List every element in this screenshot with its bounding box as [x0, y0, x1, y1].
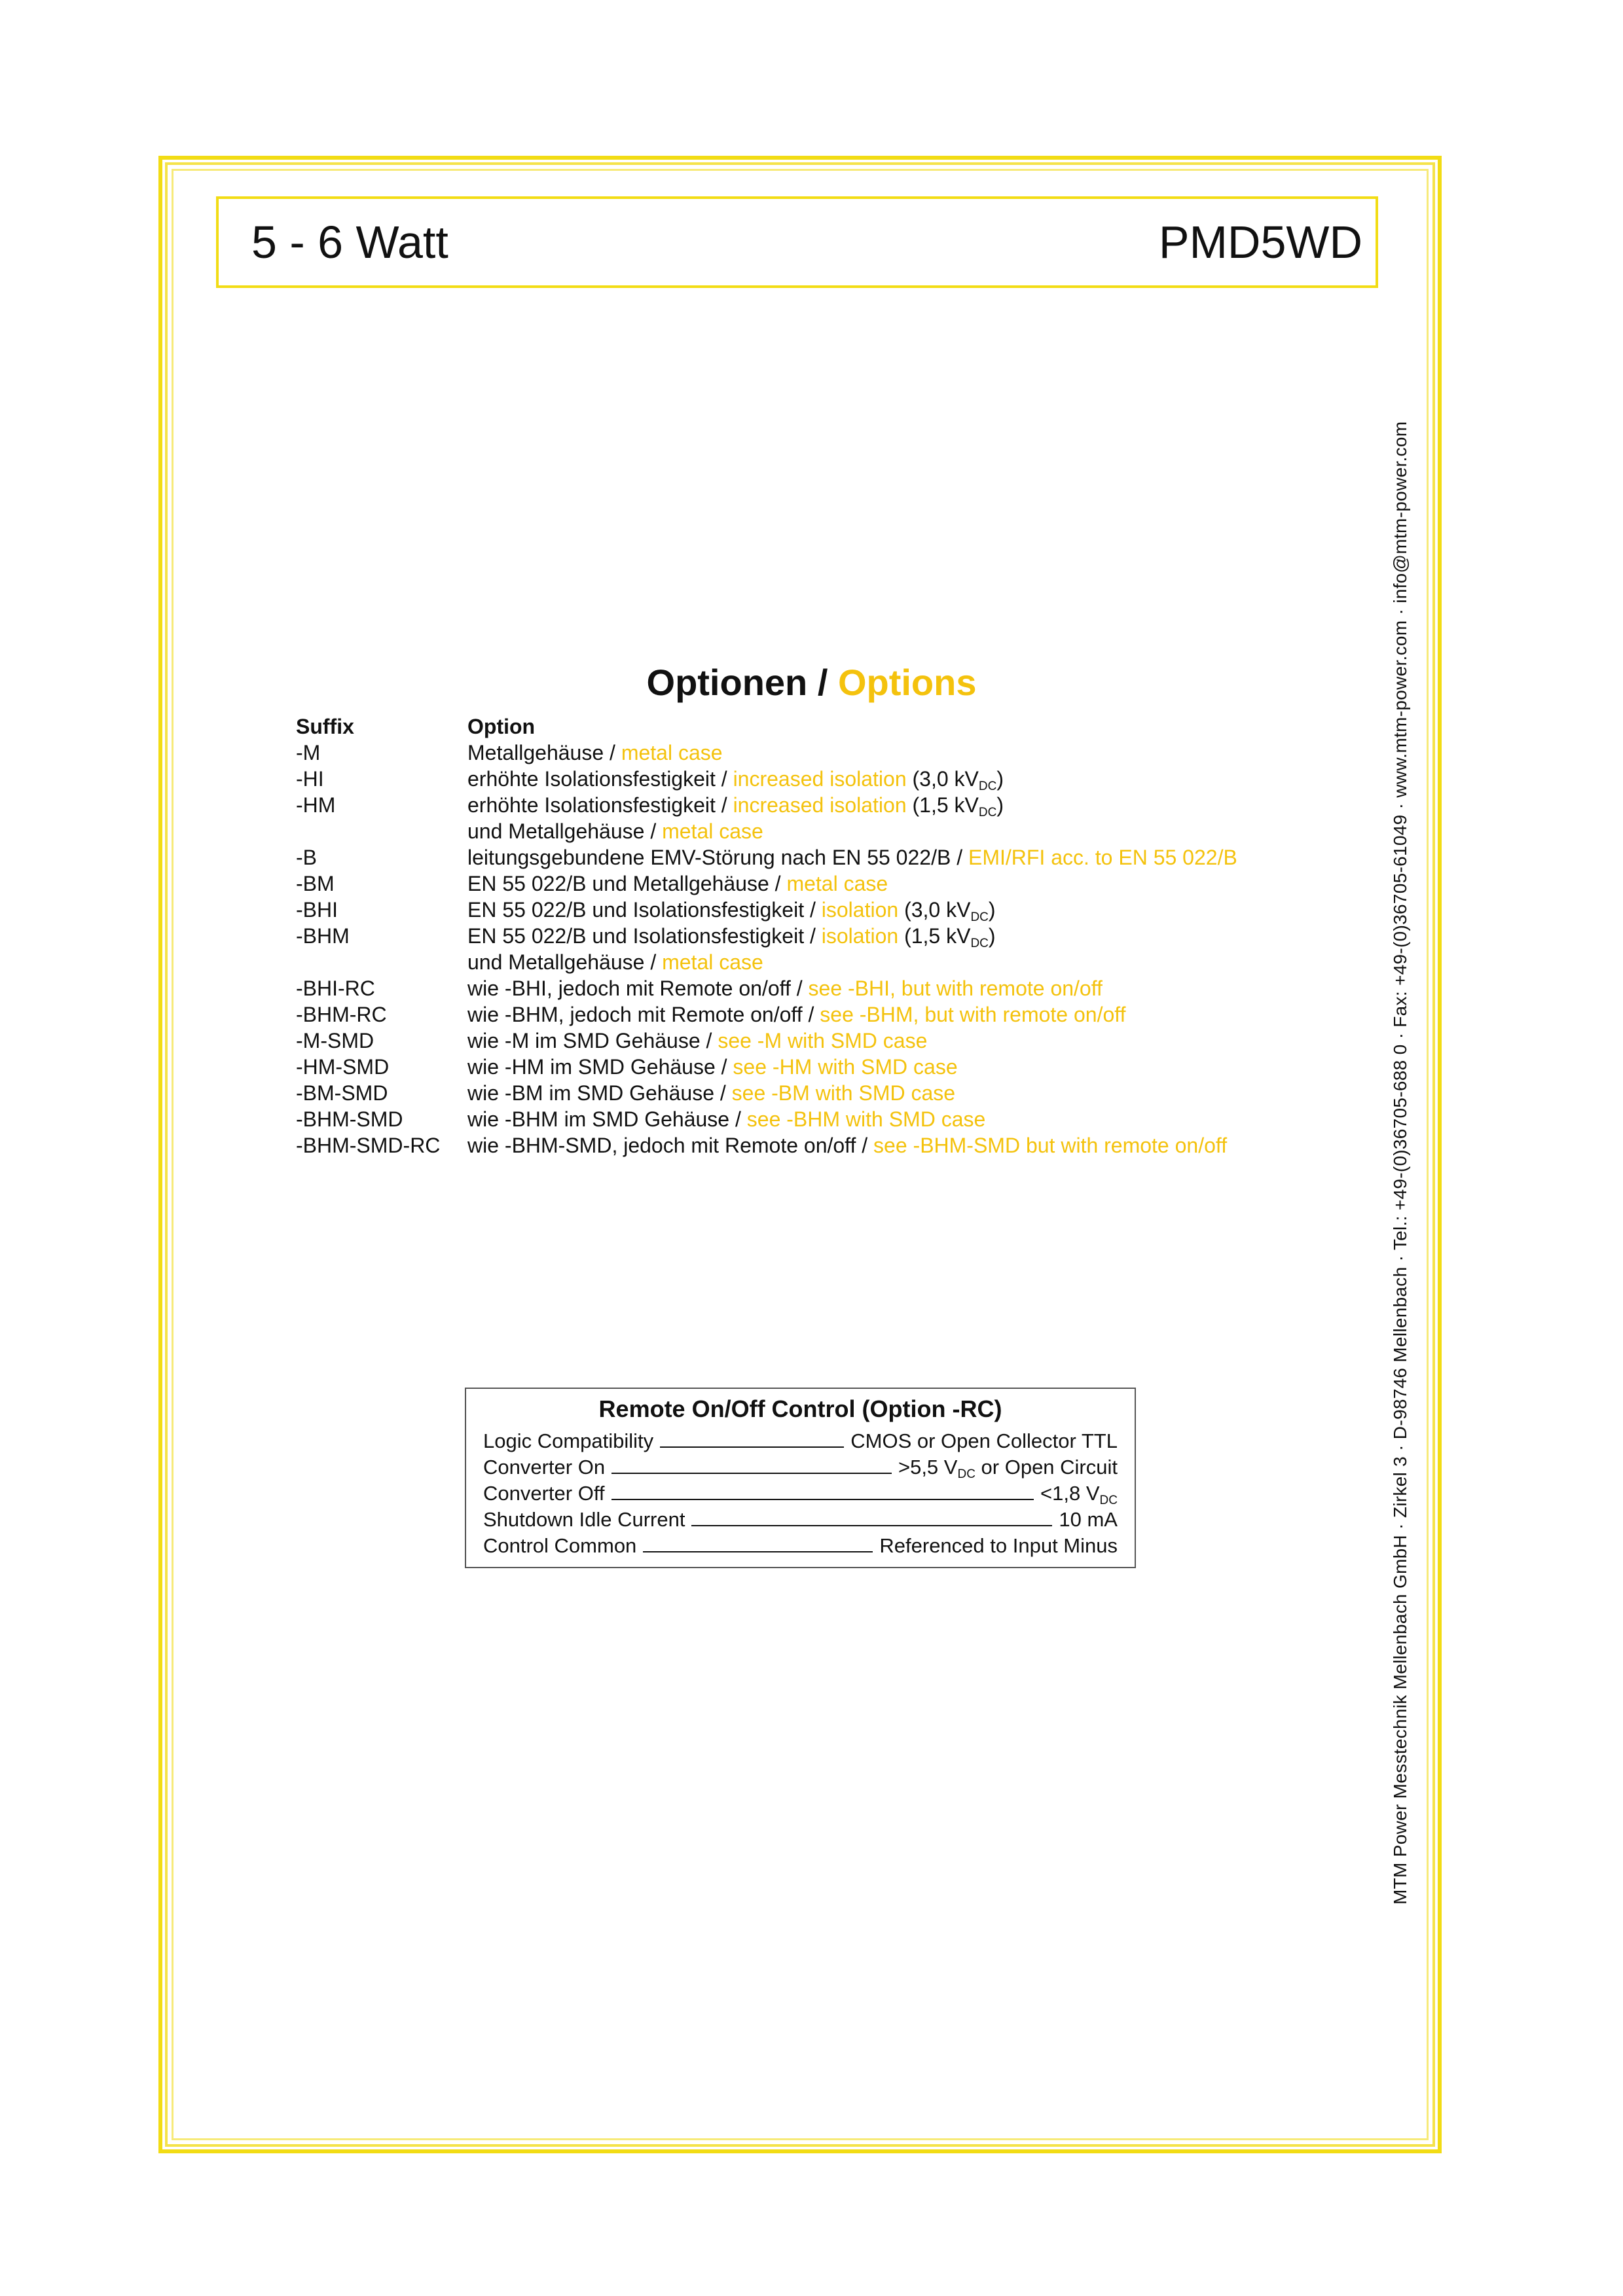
remote-spec-label: Converter Off: [483, 1482, 605, 1505]
company-contact-line: MTM Power Messtechnik Mellenbach GmbH · Zirkel 3 · D-98746 Mellenbach · Tel.: +49-(0)36705-688 0 · Fax: +49-(0)36705-61049 · www.mtm-power.com · info@mtm-power.com: [1390, 421, 1410, 1905]
remote-spec-value-subscript: DC: [957, 1467, 976, 1481]
option-suffix: -BM-SMD: [296, 1081, 388, 1105]
option-suffix: -B: [296, 846, 317, 869]
option-description: [467, 1132, 1227, 1158]
option-text-en: isolation: [821, 898, 899, 922]
option-voltage-subscript: DC: [970, 937, 989, 950]
option-description: [467, 870, 888, 897]
option-row: [296, 1080, 1237, 1106]
option-text-en: metal case: [786, 872, 888, 895]
option-description: [467, 949, 763, 975]
option-description: [467, 844, 1237, 870]
option-row: [296, 792, 1237, 818]
remote-spec-row: [466, 1505, 1135, 1532]
option-row: [296, 740, 1237, 766]
option-voltage-close: ): [988, 924, 996, 948]
option-description: [467, 792, 1004, 818]
option-row: [296, 844, 1237, 870]
leader-line: [691, 1525, 1052, 1526]
option-suffix: -HI: [296, 767, 324, 791]
remote-spec-label: Logic Compatibility: [483, 1429, 654, 1452]
option-text-de: EN 55 022/B und Isolationsfestigkeit /: [467, 898, 822, 922]
option-voltage-close: ): [996, 767, 1004, 791]
option-suffix: -BHM-SMD-RC: [296, 1134, 441, 1157]
option-description: [467, 1106, 985, 1132]
model-number: PMD5WD: [1158, 217, 1362, 268]
option-row: [296, 975, 1237, 1001]
option-suffix: -HM-SMD: [296, 1055, 390, 1079]
option-text-de: wie -BHM-SMD, jedoch mit Remote on/off /: [467, 1134, 874, 1157]
option-text-de: und Metallgehäuse /: [467, 950, 663, 974]
page-header: [216, 196, 1378, 288]
option-suffix: -BHM-SMD: [296, 1107, 403, 1131]
option-text-de: erhöhte Isolationsfestigkeit /: [467, 793, 733, 817]
option-text-en: see -BHM with SMD case: [746, 1107, 986, 1131]
remote-spec-value-subscript: DC: [1099, 1494, 1118, 1507]
option-description: [467, 1054, 958, 1080]
option-voltage-subscript: DC: [978, 780, 997, 793]
option-suffix: -M-SMD: [296, 1029, 374, 1052]
option-description: [467, 1028, 927, 1054]
option-voltage: (3,0 kV: [906, 767, 979, 791]
remote-spec-value-main: >5,5 V: [898, 1456, 958, 1479]
remote-spec-value: CMOS or Open Collector TTL: [850, 1429, 1118, 1452]
option-suffix: -M: [296, 741, 321, 764]
remote-spec-value: [898, 1456, 1118, 1479]
option-suffix: -HM: [296, 793, 336, 817]
option-suffix: -BHI: [296, 898, 338, 922]
leader-line: [643, 1551, 873, 1552]
option-row: [296, 897, 1237, 923]
option-suffix: -BHM: [296, 924, 350, 948]
option-row: [296, 1132, 1237, 1158]
option-suffix: -BM: [296, 872, 335, 895]
option-text-de: leitungsgebundene EMV-Störung nach EN 55 022/B /: [467, 846, 968, 869]
remote-spec-row: [466, 1427, 1135, 1453]
option-text-de: wie -HM im SMD Gehäuse /: [467, 1055, 733, 1079]
option-row: [296, 870, 1237, 897]
option-text-de: EN 55 022/B und Isolationsfestigkeit /: [467, 924, 822, 948]
remote-spec-row: [466, 1479, 1135, 1505]
option-suffix: -BHI-RC: [296, 977, 375, 1000]
options-table: [296, 713, 1237, 1158]
remote-control-box: [465, 1388, 1136, 1568]
option-row: [296, 766, 1237, 792]
power-rating: 5 - 6 Watt: [251, 217, 448, 268]
option-voltage: (1,5 kV: [906, 793, 979, 817]
option-row: [296, 1028, 1237, 1054]
option-text-de: wie -BHM, jedoch mit Remote on/off /: [467, 1003, 820, 1026]
section-title-en: Options: [837, 662, 977, 703]
remote-control-title: Remote On/Off Control (Option -RC): [598, 1395, 1002, 1422]
remote-spec-value-suffix: or Open Circuit: [975, 1456, 1118, 1479]
leader-line: [611, 1499, 1034, 1500]
remote-spec-label: Control Common: [483, 1534, 637, 1557]
remote-spec-value: 10 mA: [1059, 1508, 1118, 1531]
options-header-row: [296, 713, 1237, 740]
option-text-en: metal case: [662, 819, 763, 843]
option-description: [467, 1001, 1125, 1028]
option-row: [296, 1106, 1237, 1132]
option-text-de: wie -M im SMD Gehäuse /: [467, 1029, 718, 1052]
section-title: [0, 661, 1623, 704]
option-text-en: isolation: [821, 924, 899, 948]
option-voltage: (1,5 kV: [898, 924, 971, 948]
option-text-en: see -M with SMD case: [718, 1029, 928, 1052]
option-row: [296, 949, 1237, 975]
remote-spec-value: Referenced to Input Minus: [879, 1534, 1118, 1557]
option-description: [467, 818, 763, 844]
option-voltage-subscript: DC: [978, 806, 997, 819]
option-row: [296, 818, 1237, 844]
option-row: [296, 1054, 1237, 1080]
option-description: [467, 897, 996, 923]
option-row: [296, 923, 1237, 949]
section-title-de: Optionen /: [646, 662, 838, 703]
option-suffix: [296, 818, 467, 844]
option-text-en: see -BHM, but with remote on/off: [820, 1003, 1126, 1026]
option-description: [467, 975, 1103, 1001]
remote-spec-label: Shutdown Idle Current: [483, 1508, 685, 1531]
remote-spec-row: [466, 1532, 1135, 1558]
option-description: [467, 923, 996, 949]
leader-line: [660, 1446, 844, 1448]
option-suffix: [296, 949, 467, 975]
option-text-de: wie -BHM im SMD Gehäuse /: [467, 1107, 747, 1131]
remote-spec-value: [1040, 1482, 1118, 1505]
option-text-en: EMI/RFI acc. to EN 55 022/B: [968, 846, 1237, 869]
option-row: [296, 1001, 1237, 1028]
option-voltage-close: ): [988, 898, 996, 922]
option-text-en: see -BHI, but with remote on/off: [808, 977, 1103, 1000]
remote-spec-value-main: <1,8 V: [1040, 1482, 1100, 1505]
option-text-de: wie -BM im SMD Gehäuse /: [467, 1081, 732, 1105]
option-voltage: (3,0 kV: [898, 898, 971, 922]
option-text-de: erhöhte Isolationsfestigkeit /: [467, 767, 733, 791]
option-text-de: und Metallgehäuse /: [467, 819, 663, 843]
option-description: [467, 766, 1004, 792]
remote-spec-label: Converter On: [483, 1456, 606, 1479]
option-description: [467, 740, 723, 766]
option-text-en: metal case: [621, 741, 723, 764]
option-text-de: EN 55 022/B und Metallgehäuse /: [467, 872, 787, 895]
suffix-column-header: Suffix: [296, 715, 354, 738]
option-suffix: -BHM-RC: [296, 1003, 387, 1026]
option-voltage-subscript: DC: [970, 910, 989, 924]
option-column-header: Option: [467, 715, 536, 738]
option-text-en: see -BM with SMD case: [731, 1081, 956, 1105]
option-text-de: wie -BHI, jedoch mit Remote on/off /: [467, 977, 809, 1000]
option-text-en: increased isolation: [733, 793, 907, 817]
option-text-en: metal case: [662, 950, 763, 974]
remote-spec-row: [466, 1453, 1135, 1479]
option-voltage-close: ): [996, 793, 1004, 817]
leader-line: [611, 1473, 892, 1474]
option-text-en: increased isolation: [733, 767, 907, 791]
option-text-en: see -BHM-SMD but with remote on/off: [873, 1134, 1228, 1157]
option-text-en: see -HM with SMD case: [733, 1055, 958, 1079]
option-text-de: Metallgehäuse /: [467, 741, 621, 764]
option-description: [467, 1080, 955, 1106]
